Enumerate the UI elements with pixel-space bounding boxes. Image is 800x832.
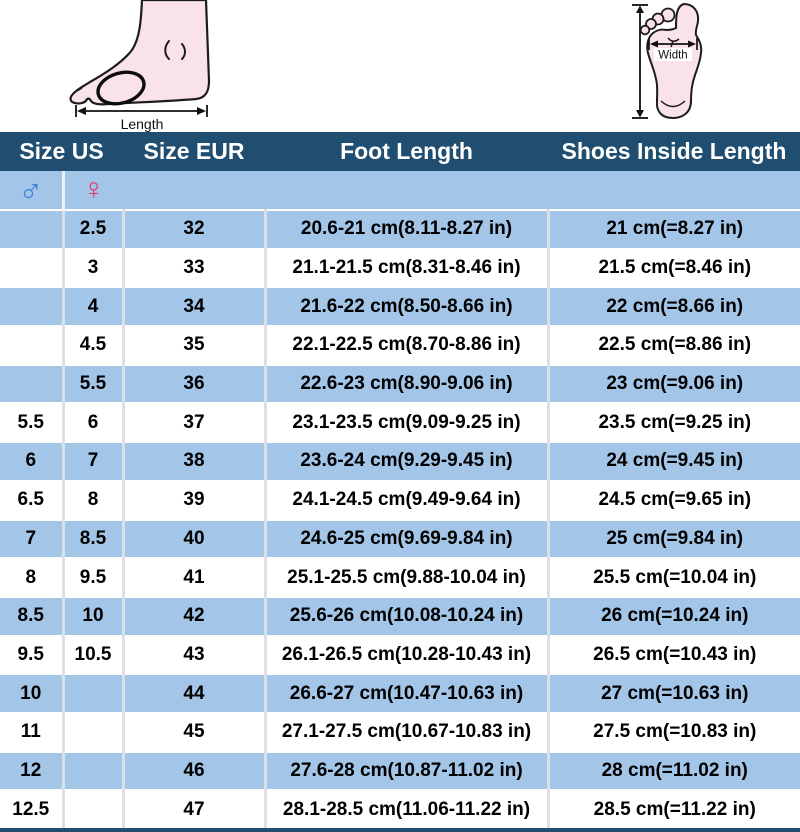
us-women-size-cell xyxy=(63,674,123,713)
foot-length-cell: 22.1-22.5 cm(8.70-8.86 in) xyxy=(265,326,548,365)
eur-size-cell: 47 xyxy=(123,790,265,828)
us-women-size-cell xyxy=(63,790,123,828)
gender-row-filler xyxy=(123,171,800,210)
table-row xyxy=(0,442,800,481)
inside-length-cell: 25.5 cm(=10.04 in) xyxy=(548,558,800,597)
table-row xyxy=(0,636,800,675)
female-column-cell xyxy=(63,171,123,210)
table-row xyxy=(0,365,800,404)
us-men-size-cell: 10 xyxy=(0,674,63,713)
male-column-cell xyxy=(0,171,63,210)
us-men-size-cell xyxy=(0,210,63,249)
foot-length-cell: 26.6-27 cm(10.47-10.63 in) xyxy=(265,674,548,713)
eur-size-cell: 43 xyxy=(123,636,265,675)
us-women-size-cell: 4.5 xyxy=(63,326,123,365)
us-women-size-cell: 3 xyxy=(63,249,123,288)
us-men-size-cell xyxy=(0,365,63,404)
us-men-size-cell: 8 xyxy=(0,558,63,597)
header-size-us: Size US xyxy=(0,132,123,171)
us-men-size-cell: 9.5 xyxy=(0,636,63,675)
table-row xyxy=(0,790,800,828)
foot-length-cell: 23.6-24 cm(9.29-9.45 in) xyxy=(265,442,548,481)
foot-length-cell: 23.1-23.5 cm(9.09-9.25 in) xyxy=(265,403,548,442)
us-women-size-cell: 6 xyxy=(63,403,123,442)
foot-sole-view-icon xyxy=(608,2,768,128)
inside-length-cell: 23.5 cm(=9.25 in) xyxy=(548,403,800,442)
foot-length-cell: 22.6-23 cm(8.90-9.06 in) xyxy=(265,365,548,404)
inside-length-cell: 28 cm(=11.02 in) xyxy=(548,752,800,791)
us-women-size-cell: 10.5 xyxy=(63,636,123,675)
us-women-size-cell xyxy=(63,713,123,752)
table-row xyxy=(0,558,800,597)
inside-length-cell: 22 cm(=8.66 in) xyxy=(548,287,800,326)
width-label: Width xyxy=(658,49,688,62)
us-women-size-cell xyxy=(63,752,123,791)
eur-size-cell: 38 xyxy=(123,442,265,481)
us-men-size-cell xyxy=(0,326,63,365)
inside-length-cell: 24 cm(=9.45 in) xyxy=(548,442,800,481)
table-row xyxy=(0,520,800,559)
eur-size-cell: 36 xyxy=(123,365,265,404)
gender-row xyxy=(0,171,800,210)
eur-size-cell: 42 xyxy=(123,597,265,636)
us-women-size-cell: 8 xyxy=(63,481,123,520)
us-women-size-cell: 5.5 xyxy=(63,365,123,404)
size-chart-table xyxy=(0,132,800,828)
header-inside-length: Shoes Inside Length xyxy=(548,132,800,171)
foot-length-cell: 28.1-28.5 cm(11.06-11.22 in) xyxy=(265,790,548,828)
table-row xyxy=(0,713,800,752)
inside-length-cell: 26 cm(=10.24 in) xyxy=(548,597,800,636)
eur-size-cell: 44 xyxy=(123,674,265,713)
inside-length-cell: 27.5 cm(=10.83 in) xyxy=(548,713,800,752)
inside-length-cell: 28.5 cm(=11.22 in) xyxy=(548,790,800,828)
us-women-size-cell: 2.5 xyxy=(63,210,123,249)
table-row xyxy=(0,326,800,365)
foot-length-cell: 20.6-21 cm(8.11-8.27 in) xyxy=(265,210,548,249)
foot-side-outline xyxy=(71,0,209,104)
inside-length-cell: 23 cm(=9.06 in) xyxy=(548,365,800,404)
us-men-size-cell xyxy=(0,249,63,288)
us-men-size-cell: 11 xyxy=(0,713,63,752)
table-row xyxy=(0,481,800,520)
foot-length-cell: 25.6-26 cm(10.08-10.24 in) xyxy=(265,597,548,636)
male-icon: ♂ xyxy=(18,171,44,208)
us-men-size-cell: 5.5 xyxy=(0,403,63,442)
inside-length-cell: 21.5 cm(=8.46 in) xyxy=(548,249,800,288)
foot-length-cell: 27.6-28 cm(10.87-11.02 in) xyxy=(265,752,548,791)
eur-size-cell: 33 xyxy=(123,249,265,288)
table-row xyxy=(0,287,800,326)
foot-length-cell: 24.1-24.5 cm(9.49-9.64 in) xyxy=(265,481,548,520)
us-men-size-cell: 6.5 xyxy=(0,481,63,520)
bottom-accent-bar xyxy=(0,828,800,832)
foot-length-cell: 21.1-21.5 cm(8.31-8.46 in) xyxy=(265,249,548,288)
eur-size-cell: 41 xyxy=(123,558,265,597)
eur-size-cell: 45 xyxy=(123,713,265,752)
us-men-size-cell: 12 xyxy=(0,752,63,791)
eur-size-cell: 46 xyxy=(123,752,265,791)
us-men-size-cell xyxy=(0,287,63,326)
foot-length-cell: 26.1-26.5 cm(10.28-10.43 in) xyxy=(265,636,548,675)
us-women-size-cell: 10 xyxy=(63,597,123,636)
inside-length-cell: 21 cm(=8.27 in) xyxy=(548,210,800,249)
us-women-size-cell: 8.5 xyxy=(63,520,123,559)
header-row xyxy=(0,132,800,171)
table-row xyxy=(0,674,800,713)
inside-length-cell: 26.5 cm(=10.43 in) xyxy=(548,636,800,675)
foot-length-cell: 27.1-27.5 cm(10.67-10.83 in) xyxy=(265,713,548,752)
inside-length-cell: 22.5 cm(=8.86 in) xyxy=(548,326,800,365)
inside-length-cell: 27 cm(=10.63 in) xyxy=(548,674,800,713)
foot-length-cell: 24.6-25 cm(9.69-9.84 in) xyxy=(265,520,548,559)
foot-length-cell: 21.6-22 cm(8.50-8.66 in) xyxy=(265,287,548,326)
measurement-illustrations xyxy=(0,0,800,132)
us-women-size-cell: 4 xyxy=(63,287,123,326)
table-row xyxy=(0,249,800,288)
inside-length-cell: 25 cm(=9.84 in) xyxy=(548,520,800,559)
table-row xyxy=(0,597,800,636)
us-men-size-cell: 7 xyxy=(0,520,63,559)
table-row xyxy=(0,210,800,249)
inside-length-cell: 24.5 cm(=9.65 in) xyxy=(548,481,800,520)
header-foot-length: Foot Length xyxy=(265,132,548,171)
foot-side-view-icon xyxy=(52,0,222,132)
female-icon: ♀ xyxy=(82,173,105,206)
us-men-size-cell: 8.5 xyxy=(0,597,63,636)
eur-size-cell: 39 xyxy=(123,481,265,520)
us-women-size-cell: 7 xyxy=(63,442,123,481)
table-row xyxy=(0,752,800,791)
eur-size-cell: 37 xyxy=(123,403,265,442)
eur-size-cell: 40 xyxy=(123,520,265,559)
header-size-eur: Size EUR xyxy=(123,132,265,171)
table-row xyxy=(0,403,800,442)
us-men-size-cell: 12.5 xyxy=(0,790,63,828)
length-label: Length xyxy=(120,116,164,132)
foot-length-cell: 25.1-25.5 cm(9.88-10.04 in) xyxy=(265,558,548,597)
eur-size-cell: 35 xyxy=(123,326,265,365)
us-women-size-cell: 9.5 xyxy=(63,558,123,597)
us-men-size-cell: 6 xyxy=(0,442,63,481)
eur-size-cell: 34 xyxy=(123,287,265,326)
eur-size-cell: 32 xyxy=(123,210,265,249)
